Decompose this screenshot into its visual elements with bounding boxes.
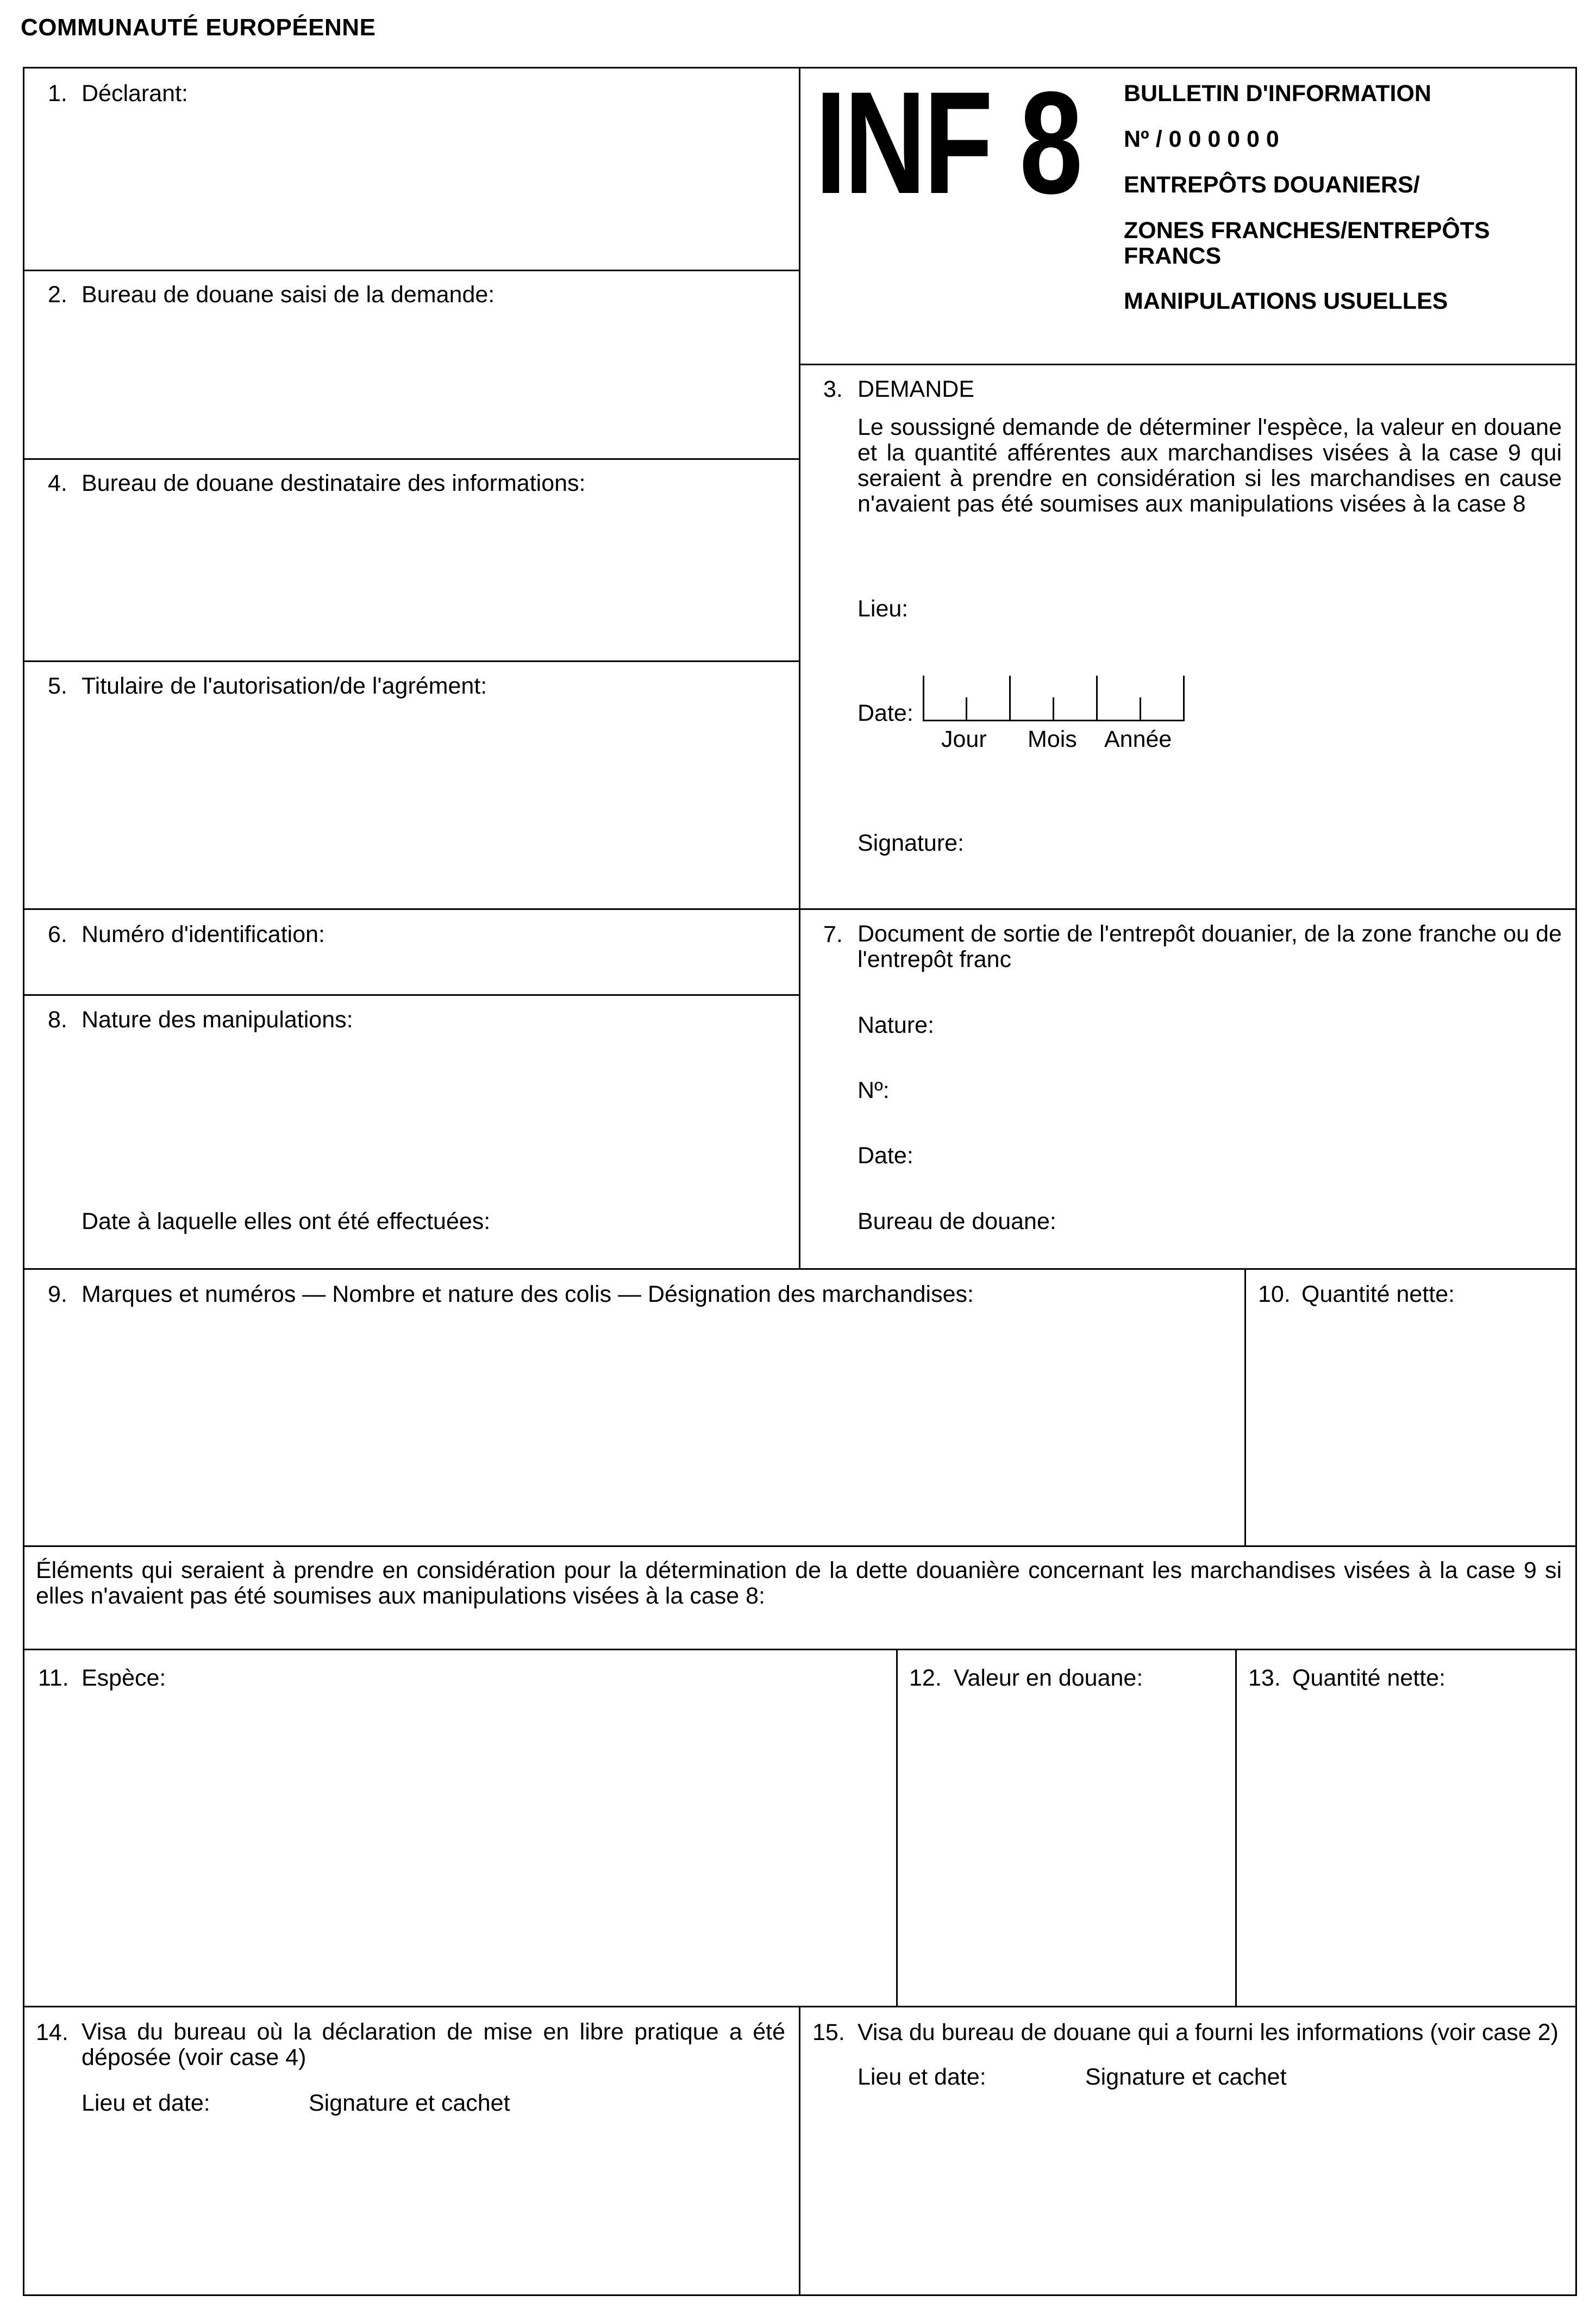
box-13-label: Quantité nette: — [1292, 1665, 1446, 1691]
box-12-label: Valeur en douane: — [954, 1665, 1143, 1691]
box-14-label: Visa du bureau où la déclaration de mise en libre pratique a été déposée (voir case 4) — [82, 2019, 785, 2070]
box-6-number: 6. — [48, 921, 67, 947]
visa-libre-pratique-field[interactable] — [24, 2125, 798, 2294]
date-tick-4 — [1096, 676, 1098, 721]
box-15-label: Visa du bureau de douane qui a fourni les informations (voir case 2) — [858, 2019, 1559, 2045]
divider-elements-11 — [23, 1649, 1577, 1650]
box-3-lieu-label: Lieu: — [858, 596, 909, 622]
bulletin-manipulations: MANIPULATIONS USUELLES — [1124, 288, 1448, 314]
box-15-signature-label: Signature et cachet — [1085, 2064, 1287, 2090]
box-6-label: Numéro d'identification: — [82, 921, 325, 947]
box-15-number: 15. — [812, 2019, 845, 2045]
valeur-douane-field[interactable] — [898, 1699, 1234, 2004]
box-11-label: Espèce: — [82, 1665, 166, 1691]
box-5-label: Titulaire de l'autorisation/de l'agrément: — [82, 673, 487, 699]
box-13-number: 13. — [1248, 1665, 1281, 1691]
box-3-number: 3. — [823, 376, 843, 402]
box-10-number: 10. — [1258, 1281, 1291, 1307]
community-header: COMMUNAUTÉ EUROPÉENNE — [21, 14, 376, 41]
date-tick-1 — [966, 697, 967, 720]
visa-bureau-informations-field[interactable] — [800, 2098, 1575, 2294]
box-1-number: 1. — [48, 80, 67, 107]
box-3-signature-field[interactable] — [967, 815, 1560, 864]
elements-text: Éléments qui seraient à prendre en considération pour la détermination de la dette douanière concernant les marchandises visées à la case 9 si elles n'avaient pas été soumises aux manipulations visées à la case 8: — [36, 1557, 1562, 1609]
box-3-date-label: Date: — [858, 700, 913, 726]
box-3-lieu-field[interactable] — [924, 592, 1560, 623]
divider-2-4 — [23, 458, 800, 460]
declarant-field[interactable] — [24, 114, 799, 269]
box-5-number: 5. — [48, 673, 67, 699]
bulletin-entrepots: ENTREPÔTS DOUANIERS/ — [1124, 172, 1420, 198]
date-jour-label: Jour — [941, 726, 987, 752]
date-annee-label: Année — [1104, 726, 1172, 752]
inf8-logo: INF 8 — [815, 61, 1080, 224]
box-10-label: Quantité nette: — [1301, 1281, 1455, 1307]
divider-6-8 — [23, 994, 800, 996]
box-14-number: 14. — [36, 2019, 68, 2045]
date-tick-2 — [1009, 676, 1011, 721]
box-3-label: DEMANDE — [858, 376, 975, 402]
titulaire-field[interactable] — [24, 707, 799, 907]
box-7-no-label: Nº: — [858, 1077, 890, 1103]
box-14-lieu-label: Lieu et date: — [82, 2090, 210, 2116]
bulletin-title: BULLETIN D'INFORMATION — [1124, 80, 1431, 107]
box-1-label: Déclarant: — [82, 80, 188, 107]
box-9-number: 9. — [48, 1281, 67, 1307]
box-4-label: Bureau de douane destinataire des informations: — [82, 470, 586, 496]
divider-vertical-top — [799, 67, 800, 1270]
bulletin-number: Nº / 0 0 0 0 0 0 — [1124, 126, 1279, 152]
date-tick-3 — [1053, 697, 1054, 720]
bulletin-zones: ZONES FRANCHES/ENTREPÔTS — [1124, 217, 1490, 244]
box-2-label: Bureau de douane saisi de la demande: — [82, 282, 495, 308]
box-2-number: 2. — [48, 282, 67, 308]
box-7-date-label: Date: — [858, 1143, 913, 1169]
bureau-saisi-field[interactable] — [24, 315, 799, 457]
box-7-number: 7. — [823, 921, 843, 947]
divider-header-3 — [799, 364, 1577, 365]
divider-8-9 — [23, 1268, 1577, 1270]
date-tick-5 — [1140, 697, 1141, 720]
divider-5-6 — [23, 908, 1577, 910]
quantite-nette-field-13[interactable] — [1237, 1699, 1575, 2004]
numero-identification-field[interactable] — [326, 913, 793, 992]
box-4-number: 4. — [48, 470, 67, 496]
bulletin-francs: FRANCS — [1124, 243, 1222, 269]
box-15-lieu-label: Lieu et date: — [858, 2064, 986, 2090]
quantite-nette-field-10[interactable] — [1246, 1315, 1575, 1544]
divider-9-elements — [23, 1545, 1577, 1547]
divider-1-2 — [23, 270, 800, 271]
nature-manipulations-field[interactable] — [24, 1041, 799, 1193]
espece-field[interactable] — [24, 1699, 895, 2004]
box-12-number: 12. — [909, 1665, 942, 1691]
box-7-nature-label: Nature: — [858, 1012, 935, 1038]
box-8-number: 8. — [48, 1007, 67, 1033]
bureau-destinataire-field[interactable] — [24, 506, 799, 659]
box-8-date-label: Date à laquelle elles ont été effectuées: — [82, 1208, 491, 1234]
divider-4-5 — [23, 660, 800, 662]
box-9-label: Marques et numéros — Nombre et nature des colis — Désignation des marchandises: — [82, 1281, 974, 1307]
box-3-text: Le soussigné demande de déterminer l'espèce, la valeur en douane et la quantité afférentes aux marchandises visées à la case 9 qui seraient à prendre en considération si les marchandises en cause n'avaient pas été soumises aux manipulations visées à la case 8 — [858, 414, 1562, 517]
marques-numeros-field[interactable] — [24, 1315, 1243, 1544]
box-11-number: 11. — [38, 1665, 69, 1691]
box-3-signature-label: Signature: — [858, 830, 965, 856]
date-mois-label: Mois — [1028, 726, 1077, 752]
box-14-signature-label: Signature et cachet — [309, 2090, 510, 2116]
box-8-label: Nature des manipulations: — [82, 1007, 353, 1033]
box-7-label: Document de sortie de l'entrepôt douanier, de la zone franche ou de l'entrepôt franc — [858, 921, 1562, 972]
box-7-bureau-label: Bureau de douane: — [858, 1208, 1056, 1234]
